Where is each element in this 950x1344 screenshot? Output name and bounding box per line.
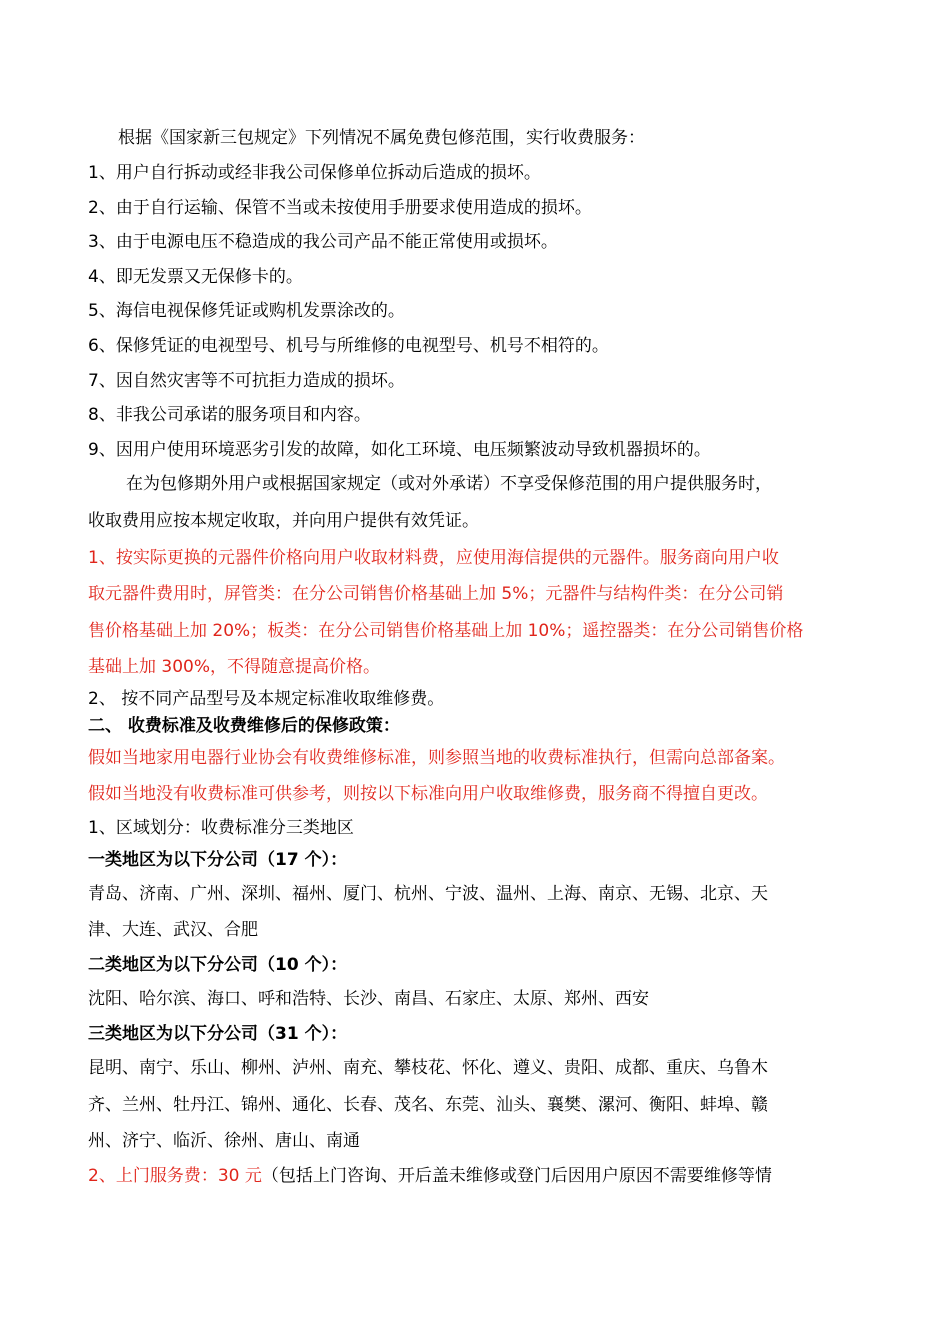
class2-cities-line: 沈阳、哈尔滨、海口、呼和浩特、长沙、南昌、石家庄、太原、郑州、西安 bbox=[88, 989, 649, 1009]
visit-fee-label: 2、上门服务费：30 元 bbox=[88, 1166, 262, 1186]
exclusion-item: 9、因用户使用环境恶劣引发的故障，如化工环境、电压频繁波动导致机器损坏的。 bbox=[88, 440, 711, 460]
repair-fee-rule: 2、 按不同产品型号及本规定标准收取维修费。 bbox=[88, 689, 445, 709]
class1-cities-line: 青岛、济南、广州、深圳、福州、厦门、杭州、宁波、温州、上海、南京、无锡、北京、天 bbox=[88, 884, 768, 904]
intro-paragraph: 根据《国家新三包规定》下列情况不属免费包修范围，实行收费服务： bbox=[118, 128, 645, 148]
visit-fee-line bbox=[88, 1164, 772, 1188]
exclusion-item: 5、海信电视保修凭证或购机发票涂改的。 bbox=[88, 301, 405, 321]
material-fee-line: 基础上加 300%，不得随意提高价格。 bbox=[88, 657, 381, 677]
exclusion-item: 2、由于自行运输、保管不当或未按使用手册要求使用造成的损坏。 bbox=[88, 198, 592, 218]
class1-heading: 一类地区为以下分公司（17 个）： bbox=[88, 850, 348, 870]
section-heading: 二、 收费标准及收费维修后的保修政策： bbox=[88, 716, 400, 736]
material-fee-line: 取元器件费用时，屏管类：在分公司销售价格基础上加 5%；元器件与结构件类：在分公司销 bbox=[88, 584, 784, 604]
exclusion-item: 8、非我公司承诺的服务项目和内容。 bbox=[88, 405, 371, 425]
local-standard-line: 假如当地没有收费标准可供参考，则按以下标准向用户收取维修费，服务商不得擅自更改。 bbox=[88, 784, 768, 804]
exclusion-item: 6、保修凭证的电视型号、机号与所维修的电视型号、机号不相符的。 bbox=[88, 336, 609, 356]
visit-fee-detail: （包括上门咨询、开后盖未维修或登门后因用户原因不需要维修等情 bbox=[261, 1166, 772, 1186]
material-fee-line: 售价格基础上加 20%；板类：在分公司销售价格基础上加 10%；遥控器类：在分公司销售价格 bbox=[88, 621, 804, 641]
class2-heading: 二类地区为以下分公司（10 个）： bbox=[88, 955, 348, 975]
service-paragraph-line: 收取费用应按本规定收取，并向用户提供有效凭证。 bbox=[88, 511, 479, 531]
local-standard-line: 假如当地家用电器行业协会有收费维修标准，则参照当地的收费标准执行，但需向总部备案。 bbox=[88, 748, 785, 768]
exclusion-item: 3、由于电源电压不稳造成的我公司产品不能正常使用或损坏。 bbox=[88, 232, 558, 252]
class1-cities-line: 津、大连、武汉、合肥 bbox=[88, 920, 258, 940]
class3-heading: 三类地区为以下分公司（31 个）： bbox=[88, 1024, 348, 1044]
region-division: 1、区域划分：收费标准分三类地区 bbox=[88, 818, 354, 838]
class3-cities-line: 州、济宁、临沂、徐州、唐山、南通 bbox=[88, 1131, 360, 1151]
service-paragraph-line: 在为包修期外用户或根据国家规定（或对外承诺）不享受保修范围的用户提供服务时， bbox=[126, 474, 772, 494]
exclusion-item: 7、因自然灾害等不可抗拒力造成的损坏。 bbox=[88, 371, 405, 391]
class3-cities-line: 昆明、南宁、乐山、柳州、泸州、南充、攀枝花、怀化、遵义、贵阳、成都、重庆、乌鲁木 bbox=[88, 1058, 768, 1078]
exclusion-item: 4、即无发票又无保修卡的。 bbox=[88, 267, 303, 287]
material-fee-line: 1、按实际更换的元器件价格向用户收取材料费，应使用海信提供的元器件。服务商向用户收 bbox=[88, 548, 779, 568]
exclusion-item: 1、用户自行拆动或经非我公司保修单位拆动后造成的损坏。 bbox=[88, 163, 541, 183]
class3-cities-line: 齐、兰州、牡丹江、锦州、通化、长春、茂名、东莞、汕头、襄樊、漯河、衡阳、蚌埠、赣 bbox=[88, 1095, 768, 1115]
